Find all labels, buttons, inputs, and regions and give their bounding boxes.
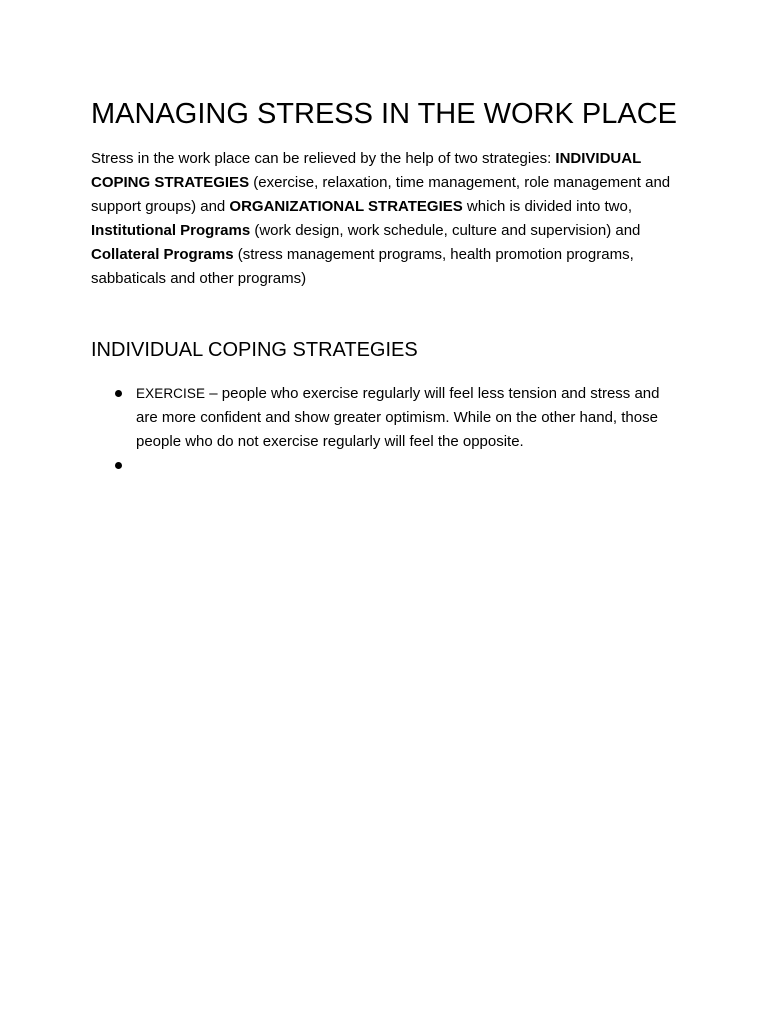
intro-run: (work design, work schedule, culture and supervision) and [250, 222, 641, 239]
intro-run: (stress management programs, health promotion programs, sabbaticals and other programs) [91, 246, 634, 287]
section-heading: INDIVIDUAL COPING STRATEGIES [91, 339, 418, 361]
intro-run-bold: Collateral Programs [91, 246, 234, 263]
intro-run-bold: Institutional Programs [91, 222, 251, 239]
intro-run: which is divided into two, [462, 198, 633, 215]
bullet-dot-icon [115, 390, 122, 397]
bullet-list [91, 382, 681, 478]
bullet-text: – people who exercise regularly will feel less tension and stress and are more confident and show greater optimism. While on the other hand, those people who do not exercise regularly will feel the opposite. [136, 385, 660, 450]
bullet-lead: EXERCISE [136, 386, 206, 401]
intro-run: Stress in the work place can be relieved by the help of two strategies: [91, 150, 556, 167]
intro-run: (exercise, relaxation, time management, role management and support groups) and [91, 174, 671, 215]
document-title: MANAGING STRESS IN THE WORK PLACE [91, 98, 678, 130]
bullet-item-exercise [91, 382, 681, 454]
intro-paragraph [91, 147, 686, 291]
intro-run-bold: INDIVIDUAL COPING STRATEGIES [91, 150, 641, 191]
intro-run-bold: ORGANIZATIONAL STRATEGIES [229, 198, 463, 215]
bullet-dot-icon [115, 462, 122, 469]
bullet-item-empty [91, 454, 681, 478]
